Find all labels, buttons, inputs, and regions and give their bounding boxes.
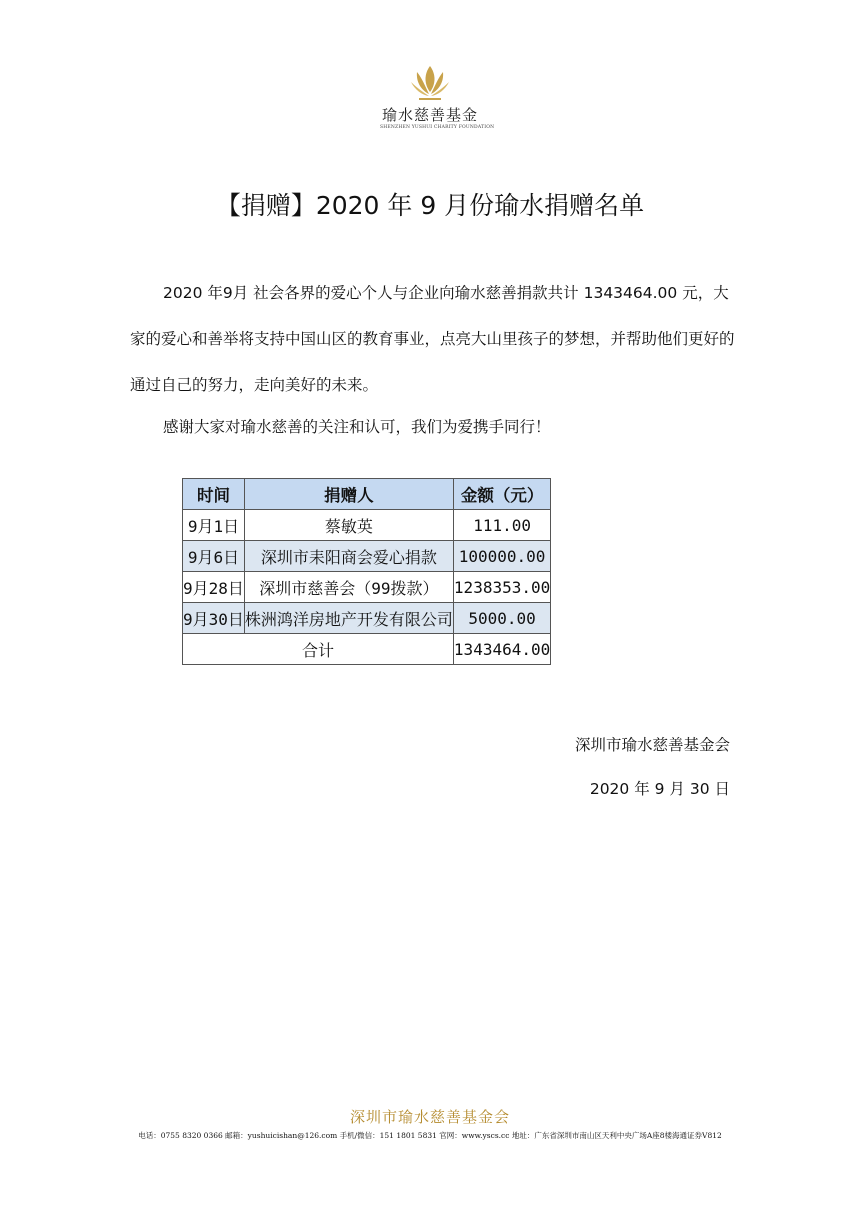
logo-name-cn: 瑜水慈善基金 — [381, 106, 478, 124]
row-date: 9月28日 — [183, 572, 245, 603]
row-amount: 1238353.00 — [453, 572, 550, 603]
intro-paragraph: 2020 年9月 社会各界的爱心个人与企业向瑜水慈善捐款共计 1343464.00 元，大家的爱心和善举将支持中国山区的教育事业，点亮大山里孩子的梦想，并帮助他们更好的通过自己的努力，走向美好的未来。 — [130, 284, 735, 394]
document-title: 【捐赠】2020 年 9 月份瑜水捐赠名单 — [215, 191, 645, 220]
row-amount: 111.00 — [453, 510, 550, 541]
signature-org: 深圳市瑜水慈善基金会 — [574, 736, 730, 754]
row-date: 9月1日 — [183, 510, 245, 541]
foundation-logo — [380, 62, 495, 130]
row-donor: 蔡敏英 — [244, 510, 453, 541]
total-amount: 1343464.00 — [453, 634, 550, 665]
row-donor: 深圳市慈善会（99拨款） — [244, 572, 453, 603]
donation-table — [182, 478, 551, 665]
header-donor: 捐赠人 — [244, 479, 453, 510]
header-date: 时间 — [183, 479, 245, 510]
row-donor: 株洲鸿洋房地产开发有限公司 — [244, 603, 453, 634]
row-date: 9月6日 — [183, 541, 245, 572]
footer-org-name: 深圳市瑜水慈善基金会 — [349, 1108, 510, 1126]
lotus-icon — [407, 62, 453, 102]
table-total-row — [183, 634, 551, 665]
footer-contact-info: 电话：0755 8320 0366 邮箱：yushuicishan@126.com 手机/微信：151 1801 5831 官网：www.yscs.cc 地址：广东省深圳市南山区天利中央广场A座8楼海通证券V812 — [138, 1131, 722, 1140]
table-row — [183, 510, 551, 541]
table-header-row — [183, 479, 551, 510]
logo-name-en: SHENZHEN YUSHUI CHARITY FOUNDATION — [380, 125, 495, 130]
total-label: 合计 — [183, 634, 454, 665]
table-row — [183, 603, 551, 634]
thanks-paragraph: 感谢大家对瑜水慈善的关注和认可，我们为爱携手同行！ — [163, 418, 551, 436]
row-donor: 深圳市耒阳商会爱心捐款 — [244, 541, 453, 572]
table-row — [183, 541, 551, 572]
table-row — [183, 572, 551, 603]
header-amount: 金额（元） — [453, 479, 550, 510]
row-amount: 100000.00 — [453, 541, 550, 572]
row-amount: 5000.00 — [453, 603, 550, 634]
signature-date: 2020 年 9 月 30 日 — [589, 780, 730, 798]
row-date: 9月30日 — [183, 603, 245, 634]
